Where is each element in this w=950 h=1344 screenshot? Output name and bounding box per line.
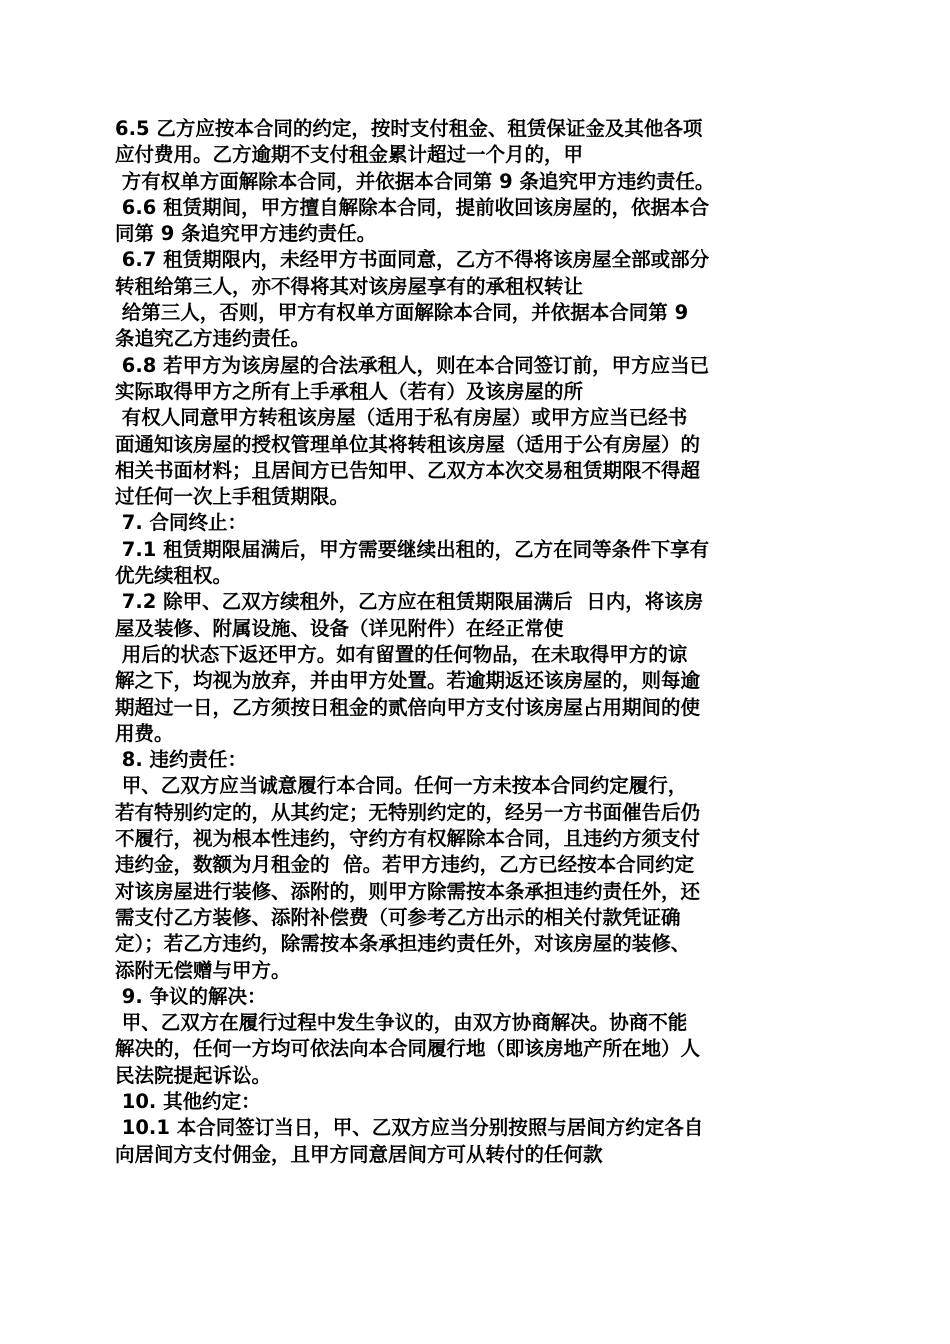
text-line: 甲、乙双方在履行过程中发生争议的，由双方协商解决。协商不能: [115, 1011, 688, 1035]
text-line: 用后的状态下返还甲方。如有留置的任何物品，在未取得甲方的谅: [115, 642, 688, 666]
text-line: 民法院提起诉讼。: [115, 1063, 272, 1087]
text-line: 7.1 租赁期限届满后，甲方需要继续出租的，乙方在同等条件下享有: [115, 537, 710, 561]
text-line: 6.7 租赁期限内，未经甲方书面同意，乙方不得将该房屋全部或部分: [115, 248, 710, 272]
text-line: 实际取得甲方之所有上手承租人（若有）及该房屋的所: [115, 379, 584, 403]
text-line: 添附无偿赠与甲方。: [115, 958, 291, 982]
text-line: 过任何一次上手租赁期限。: [115, 485, 350, 509]
text-line: 同第 9 条追究甲方违约责任。: [115, 222, 377, 246]
text-line: 违约金，数额为月租金的 倍。若甲方违约，乙方已经按本合同约定: [115, 853, 695, 877]
text-line: 6.5 乙方应按本合同的约定，按时支付租金、租赁保证金及其他各项: [115, 117, 703, 140]
text-line: 定）；若乙方违约，除需按本条承担违约责任外，对该房屋的装修、: [115, 932, 691, 956]
text-line: 对该房屋进行装修、添附的，则甲方除需按本条承担违约责任外，还: [115, 879, 701, 903]
text-line: 期超过一日，乙方须按日租金的贰倍向甲方支付该房屋占用期间的使: [115, 695, 701, 719]
document-page: [115, 116, 840, 1168]
text-line: 需支付乙方装修、添附补偿费（可参考乙方出示的相关付款凭证确: [115, 905, 681, 929]
section-heading: 7. 合同终止：: [115, 511, 248, 535]
text-line: 条追究乙方违约责任。: [115, 327, 311, 351]
text-line: 若有特别约定的，从其约定；无特别约定的，经另一方书面催告后仍: [115, 800, 701, 824]
section-heading: 9. 争议的解决：: [115, 984, 267, 1008]
text-line: 给第三人，否则，甲方有权单方面解除本合同，并依据本合同第 9: [115, 301, 689, 325]
text-line: 转租给第三人，亦不得将其对该房屋享有的承租权转让: [115, 274, 584, 298]
text-line: 方有权单方面解除本合同，并依据本合同第 9 条追究甲方违约责任。: [115, 169, 715, 193]
text-line: 用费。: [115, 721, 174, 745]
text-line: 相关书面材料；且居间方已告知甲、乙双方本次交易租赁期限不得超: [115, 458, 701, 482]
section-heading: 8. 违约责任：: [115, 748, 248, 772]
text-line: 6.8 若甲方为该房屋的合法承租人，则在本合同签订前，甲方应当已: [115, 353, 710, 377]
text-line: 有权人同意甲方转租该房屋（适用于私有房屋）或甲方应当已经书: [115, 406, 688, 430]
text-line: 10.1 本合同签订当日，甲、乙双方应当分别按照与居间方约定各自: [115, 1116, 704, 1140]
text-line: 解决的，任何一方均可依法向本合同履行地（即该房地产所在地）人: [115, 1037, 701, 1061]
text-line: 优先续租权。: [115, 564, 233, 588]
text-line: 屋及装修、附属设施、设备（详见附件）在经正常使: [115, 616, 564, 640]
text-line: 甲、乙双方应当诚意履行本合同。任何一方未按本合同约定履行，: [115, 774, 688, 798]
section-heading: 10. 其他约定：: [115, 1089, 261, 1113]
text-line: 应付费用。乙方逾期不支付租金累计超过一个月的，甲: [115, 143, 584, 167]
text-line: 6.6 租赁期间，甲方擅自解除本合同，提前收回该房屋的，依据本合: [115, 195, 710, 219]
text-line: 向居间方支付佣金，且甲方同意居间方可从转付的任何款: [115, 1142, 603, 1166]
text-line: 不履行，视为根本性违约，守约方有权解除本合同，且违约方须支付: [115, 827, 701, 851]
text-line: 解之下，均视为放弃，并由甲方处置。若逾期返还该房屋的，则每逾: [115, 669, 701, 693]
text-line: 7.2 除甲、乙双方续租外，乙方应在租赁期限届满后 日内，将该房: [115, 590, 704, 614]
text-line: 面通知该房屋的授权管理单位其将转租该房屋（适用于公有房屋）的: [115, 432, 701, 456]
